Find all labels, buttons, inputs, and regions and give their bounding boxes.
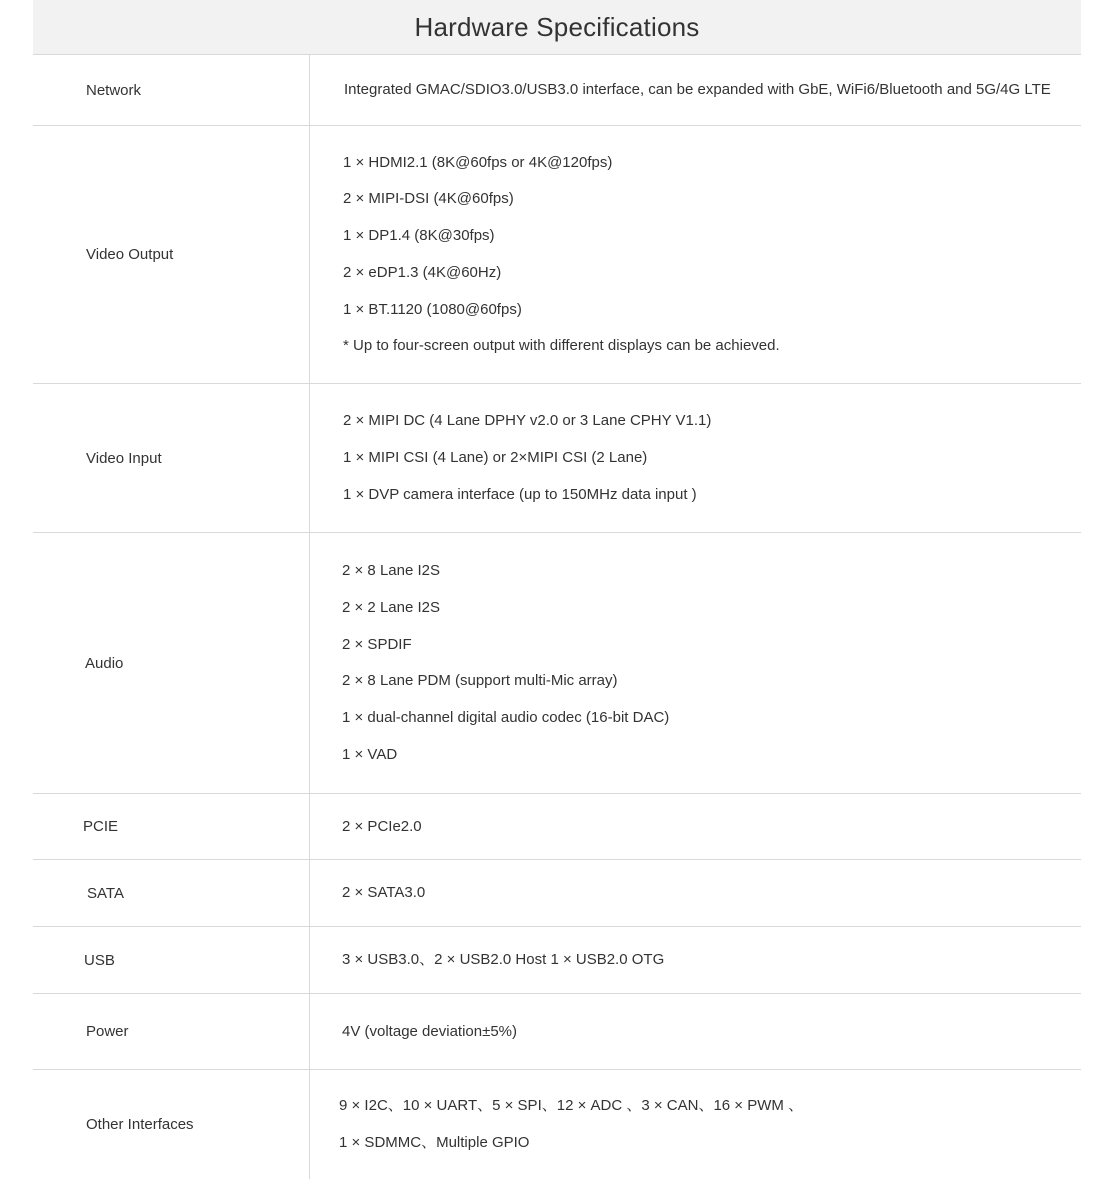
spec-value: 3 × USB3.0、2 × USB2.0 Host 1 × USB2.0 OTG bbox=[342, 951, 665, 968]
spec-value: 1 × DP1.4 (8K@30fps) bbox=[343, 227, 495, 245]
spec-value: 1 × BT.1120 (1080@60fps) bbox=[343, 300, 522, 318]
spec-value: 2 × 2 Lane I2S bbox=[342, 598, 440, 616]
spec-label-cell bbox=[33, 994, 310, 1069]
spec-label: Audio bbox=[85, 654, 124, 672]
spec-row-video-output bbox=[33, 126, 1081, 384]
spec-row-sata bbox=[33, 860, 1081, 927]
spec-value: 1 × SDMMC、Multiple GPIO bbox=[339, 1133, 530, 1151]
spec-value-cell bbox=[310, 1070, 1081, 1179]
spec-value: Integrated GMAC/SDIO3.0/USB3.0 interface, can be expanded with GbE, WiFi6/Bluetooth and 5G/4G LTE bbox=[344, 81, 1051, 98]
spec-value: * Up to four-screen output with different displays can be achieved. bbox=[343, 337, 780, 355]
spec-value: 1 × HDMI2.1 (8K@60fps or 4K@120fps) bbox=[343, 153, 613, 171]
spec-label-cell bbox=[33, 126, 310, 383]
spec-value: 2 × SPDIF bbox=[342, 635, 412, 653]
spec-value-cell bbox=[310, 533, 1081, 793]
spec-value: 1 × dual-channel digital audio codec (16-bit DAC) bbox=[342, 709, 670, 727]
spec-value-cell bbox=[310, 794, 1081, 859]
spec-value: 2 × 8 Lane I2S bbox=[342, 562, 440, 580]
table-header bbox=[33, 0, 1081, 55]
spec-row-audio bbox=[33, 533, 1081, 794]
spec-value: 1 × VAD bbox=[342, 745, 398, 763]
spec-value: 2 × eDP1.3 (4K@60Hz) bbox=[343, 263, 502, 281]
spec-value-cell bbox=[310, 126, 1081, 383]
spec-value: 2 × 8 Lane PDM (support multi-Mic array) bbox=[342, 672, 618, 690]
spec-value-cell bbox=[310, 384, 1081, 532]
spec-value: 1 × DVP camera interface (up to 150MHz data input ) bbox=[343, 485, 697, 503]
spec-value: 9 × I2C、10 × UART、5 × SPI、12 × ADC 、3 × CAN、16 × PWM 、 bbox=[339, 1097, 804, 1115]
spec-value: 1 × MIPI CSI (4 Lane) or 2×MIPI CSI (2 Lane) bbox=[343, 449, 648, 466]
spec-row-network bbox=[33, 55, 1081, 126]
spec-value: 2 × PCIe2.0 bbox=[342, 817, 422, 835]
spec-label: Power bbox=[86, 1023, 129, 1040]
spec-label-cell bbox=[33, 384, 310, 532]
spec-label-cell bbox=[33, 55, 310, 125]
spec-value: 2 × SATA3.0 bbox=[342, 884, 426, 901]
spec-row-other-interfaces bbox=[33, 1070, 1081, 1179]
spec-value: 2 × MIPI-DSI (4K@60fps) bbox=[343, 190, 514, 208]
spec-label-cell bbox=[33, 533, 310, 793]
spec-row-usb bbox=[33, 927, 1081, 994]
spec-label-cell bbox=[33, 1070, 310, 1179]
spec-row-video-input bbox=[33, 384, 1081, 533]
spec-label-cell bbox=[33, 927, 310, 993]
spec-table bbox=[33, 0, 1081, 1179]
spec-label: SATA bbox=[87, 884, 124, 902]
spec-value: 4V (voltage deviation±5%) bbox=[342, 1022, 517, 1040]
spec-label: Video Output bbox=[86, 246, 174, 263]
spec-label-cell bbox=[33, 860, 310, 926]
spec-label-cell bbox=[33, 794, 310, 859]
spec-label: USB bbox=[84, 951, 115, 969]
spec-label: Network bbox=[86, 81, 142, 99]
spec-value-cell bbox=[310, 55, 1081, 125]
spec-value-cell bbox=[310, 927, 1081, 993]
spec-label: PCIE bbox=[83, 818, 119, 835]
spec-value: 2 × MIPI DC (4 Lane DPHY v2.0 or 3 Lane CPHY V1.1) bbox=[343, 412, 712, 430]
page-title: Hardware Specifications bbox=[414, 11, 700, 42]
spec-label: Other Interfaces bbox=[86, 1116, 194, 1133]
spec-value-cell bbox=[310, 860, 1081, 926]
spec-label: Video Input bbox=[86, 449, 162, 467]
spec-value-cell bbox=[310, 994, 1081, 1069]
spec-row-pcie bbox=[33, 794, 1081, 860]
spec-row-power bbox=[33, 994, 1081, 1070]
